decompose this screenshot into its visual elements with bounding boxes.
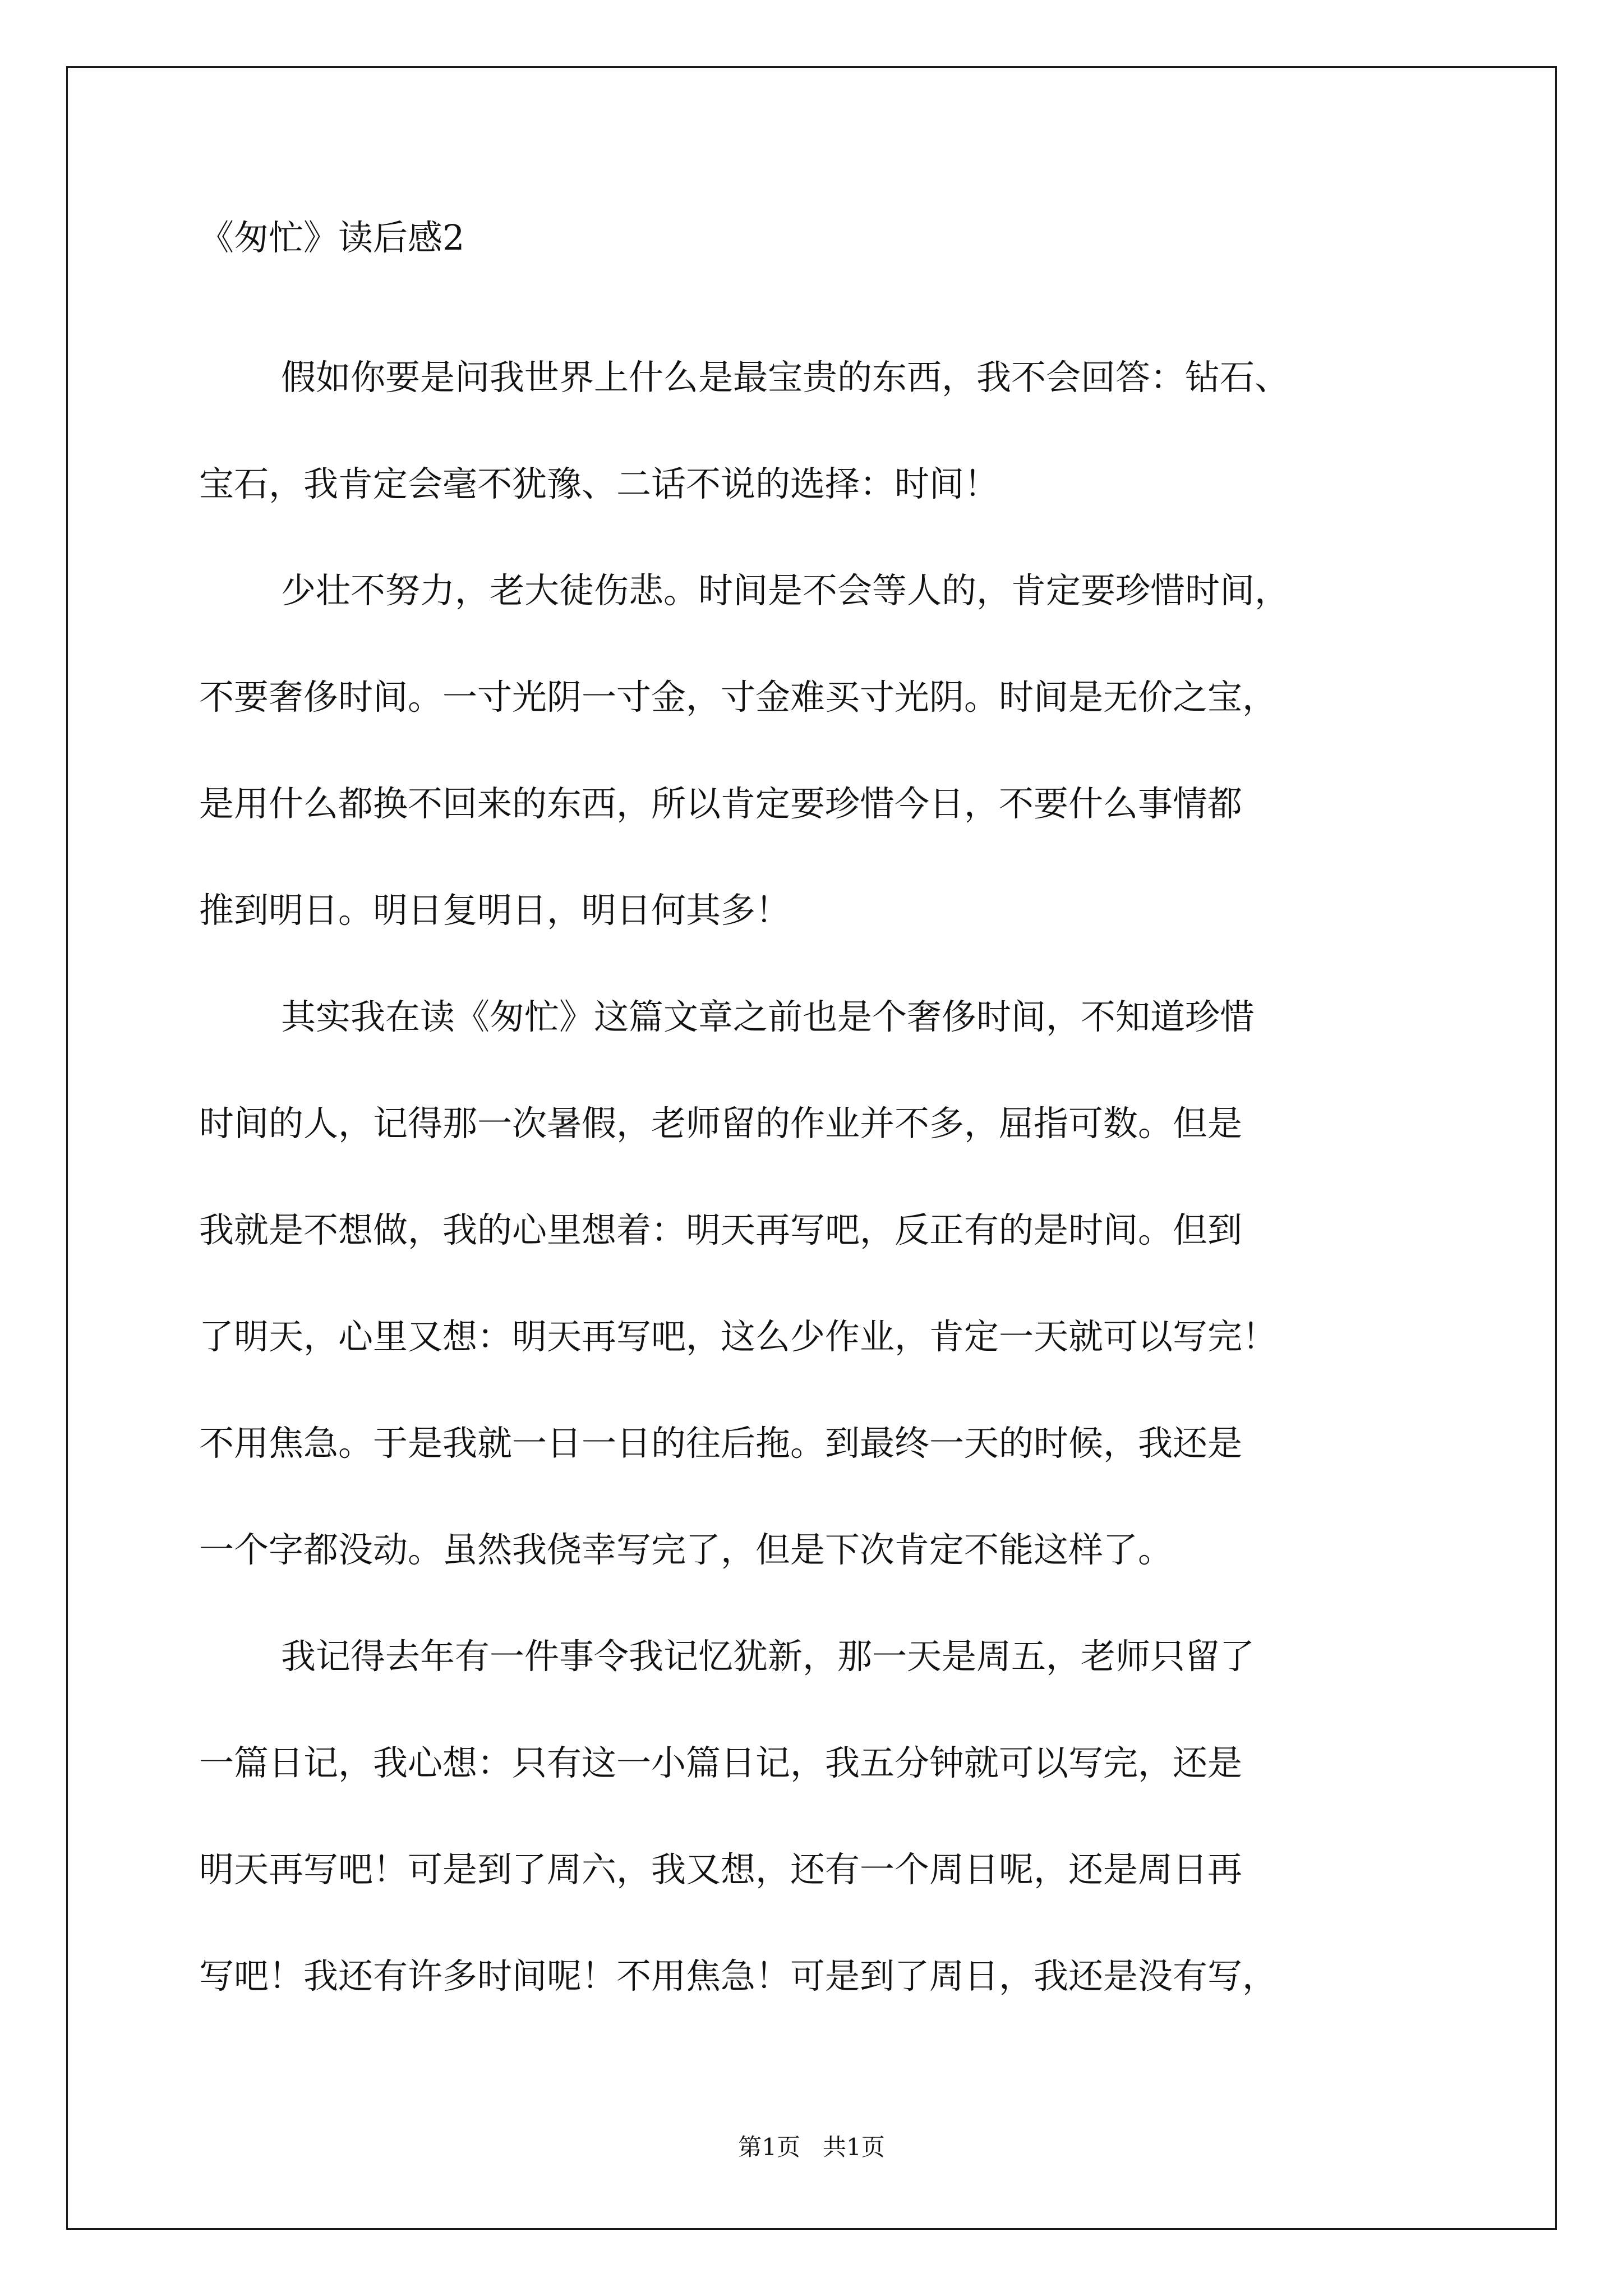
paragraph-line: 时间的人，记得那一次暑假，老师留的作业并不多，屈指可数。但是 <box>199 1103 1243 1144</box>
paragraph-line: 我记得去年有一件事令我记忆犹新，那一天是周五，老师只留了 <box>281 1636 1255 1677</box>
paragraph-line: 了明天，心里又想：明天再写吧，这么少作业，肯定一天就可以写完！ <box>199 1316 1278 1357</box>
paragraph-line: 少壮不努力，老大徒伤悲。时间是不会等人的，肯定要珍惜时间， <box>281 570 1290 611</box>
paragraph-line: 不要奢侈时间。一寸光阴一寸金，寸金难买寸光阴。时间是无价之宝， <box>199 677 1278 717</box>
paragraph-line: 推到明日。明日复明日，明日何其多！ <box>199 890 791 931</box>
document-body <box>199 215 1433 2030</box>
paragraph-3 <box>199 964 1433 1603</box>
paragraph-line: 一个字都没动。虽然我侥幸写完了，但是下次肯定不能这样了。 <box>199 1529 1173 1570</box>
paragraph-line: 一篇日记，我心想：只有这一小篇日记，我五分钟就可以写完，还是 <box>199 1742 1243 1783</box>
paragraph-line: 其实我在读《匆忙》这篇文章之前也是个奢侈时间，不知道珍惜 <box>281 996 1255 1037</box>
paragraph-line: 假如你要是问我世界上什么是最宝贵的东西，我不会回答：钻石、 <box>281 357 1290 398</box>
page-number-footer: 第1页 共1页 <box>738 2133 885 2161</box>
paragraph-line: 宝石，我肯定会毫不犹豫、二话不说的选择：时间！ <box>199 463 999 504</box>
paragraph-4 <box>199 1603 1433 2030</box>
paragraph-line: 我就是不想做，我的心里想着：明天再写吧，反正有的是时间。但到 <box>199 1209 1243 1250</box>
paragraph-line: 不用焦急。于是我就一日一日的往后拖。到最终一天的时候，我还是 <box>199 1423 1243 1464</box>
paragraph-line: 写吧！我还有许多时间呢！不用焦急！可是到了周日，我还是没有写， <box>199 1955 1278 1996</box>
paragraph-2 <box>199 537 1433 964</box>
paragraph-line: 明天再写吧！可是到了周六，我又想，还有一个周日呢，还是周日再 <box>199 1849 1243 1890</box>
paragraph-line: 是用什么都换不回来的东西，所以肯定要珍惜今日，不要什么事情都 <box>199 783 1243 824</box>
document-title: 《匆忙》读后感2 <box>199 217 465 258</box>
paragraph-1 <box>199 324 1433 537</box>
